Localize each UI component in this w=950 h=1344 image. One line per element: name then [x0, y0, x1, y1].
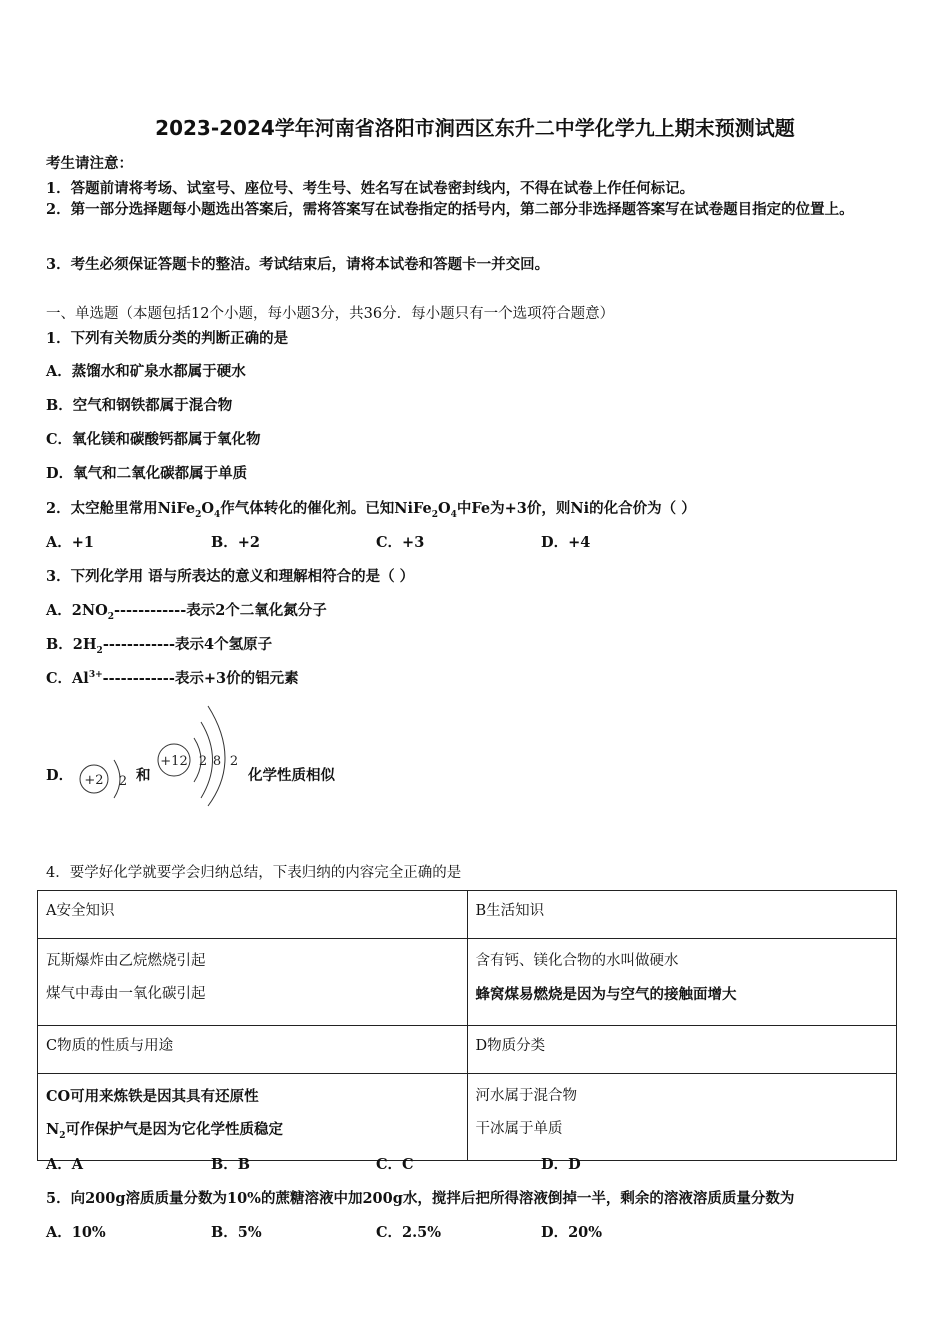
table-header-cell: D物质分类: [467, 1026, 897, 1074]
table-header-cell: C物质的性质与用途: [38, 1026, 468, 1074]
option-c: C．$Al^{3+}------------$表示+3价的铝元素: [46, 670, 299, 687]
option-d: D．D: [541, 1156, 581, 1173]
shell-electrons: 2: [118, 774, 128, 789]
notice-item: 3．考生必须保证答题卡的整洁。考试结束后，请将本试卷和答题卡一并交回。: [46, 256, 550, 273]
option-b: B．$2H_2------------$表示4个氢原子: [46, 636, 273, 656]
cell-line: 煤气中毒由一氧化碳引起: [46, 986, 206, 1002]
cell-line: 干冰属于单质: [475, 1121, 563, 1137]
page-title: 2023-2024学年河南省洛阳市涧西区东升二中学化学九上期末预测试题: [155, 116, 795, 140]
cell-line: CO可用来炼铁是因其具有还原性: [46, 1088, 259, 1105]
cell-line: 河水属于混合物: [475, 1088, 577, 1104]
option-a: A．10%: [46, 1224, 106, 1241]
option-c: C．+3: [376, 534, 425, 551]
table-cell: [467, 939, 897, 1026]
option-c: C．C: [376, 1156, 414, 1173]
question-stem: 3．下列化学用 语与所表达的意义和理解相符合的是（ ）: [46, 568, 415, 585]
shell-electrons: 2: [229, 754, 239, 769]
question-stem: 4．要学好化学就要学会归纳总结，下表归纳的内容完全正确的是: [46, 865, 462, 881]
option-d-text: 化学性质相似: [248, 767, 335, 784]
notice-heading: 考生请注意：: [46, 155, 133, 172]
shell-electrons: 8: [212, 754, 222, 769]
question-stem: 5．向200g溶质质量分数为10%的蔗糖溶液中加200g水，搅拌后把所得溶液倒掉一半，剩余的溶液溶质质量分数为: [46, 1190, 795, 1207]
section-heading: 一、单选题（本题包括12个小题，每小题3分，共36分．每小题只有一个选项符合题意）: [46, 306, 615, 322]
helium-atom-diagram: [74, 752, 134, 802]
table-header-cell: B生活知识: [467, 891, 897, 939]
table-row: [38, 891, 897, 939]
cell-line: 含有钙、镁化合物的水叫做硬水: [475, 953, 679, 969]
question-stem: 1．下列有关物质分类的判断正确的是: [46, 330, 289, 347]
nucleus-charge: +2: [84, 773, 104, 788]
option-d-label: D．: [46, 767, 74, 784]
table-row: [38, 939, 897, 1026]
cell-line: $N_2$可作保护气是因为它化学性质稳定: [46, 1121, 284, 1141]
option-d: D．氧气和二氧化碳都属于单质: [46, 465, 248, 482]
option-a: A．蒸馏水和矿泉水都属于硬水: [46, 363, 246, 380]
notice-item: 2．第一部分选择题每小题选出答案后，需将答案写在试卷指定的括号内，第二部分非选择题答案写在试卷题目指定的位置上。: [46, 201, 854, 218]
cell-line: 蜂窝煤易燃烧是因为与空气的接触面增大: [475, 986, 737, 1003]
option-a: A．A: [46, 1156, 84, 1173]
option-a: A．$2NO_2------------$表示2个二氧化氮分子: [46, 602, 327, 622]
table-cell: [467, 1074, 897, 1161]
notice-item: 1．答题前请将考场、试室号、座位号、考生号、姓名写在试卷密封线内，不得在试卷上作任何标记。: [46, 180, 695, 197]
table-cell: [38, 939, 468, 1026]
option-d: D．+4: [541, 534, 591, 551]
magnesium-atom-diagram: [154, 702, 246, 808]
option-b: B．空气和钢铁都属于混合物: [46, 397, 233, 414]
option-b: B．B: [211, 1156, 251, 1173]
option-b: B．+2: [211, 534, 260, 551]
option-c: C．氧化镁和碳酸钙都属于氧化物: [46, 431, 261, 448]
option-d: D．20%: [541, 1224, 603, 1241]
knowledge-table: [37, 890, 897, 1161]
table-row: [38, 1026, 897, 1074]
table-row: [38, 1074, 897, 1161]
shell-electrons: 2: [198, 754, 208, 769]
option-a: A．+1: [46, 534, 94, 551]
cell-line: 瓦斯爆炸由乙烷燃烧引起: [46, 953, 206, 969]
nucleus-charge: +12: [160, 754, 188, 769]
table-header-cell: A安全知识: [38, 891, 468, 939]
table-cell: [38, 1074, 468, 1161]
question-stem: 2．太空舱里常用$NiFe_2O_4$作气体转化的催化剂。已知$NiFe_2O_4$中Fe为+3价，则Ni的化合价为（ ）: [46, 500, 696, 520]
option-c: C．2.5%: [376, 1224, 442, 1241]
and-text: 和: [136, 767, 151, 784]
option-b: B．5%: [211, 1224, 262, 1241]
